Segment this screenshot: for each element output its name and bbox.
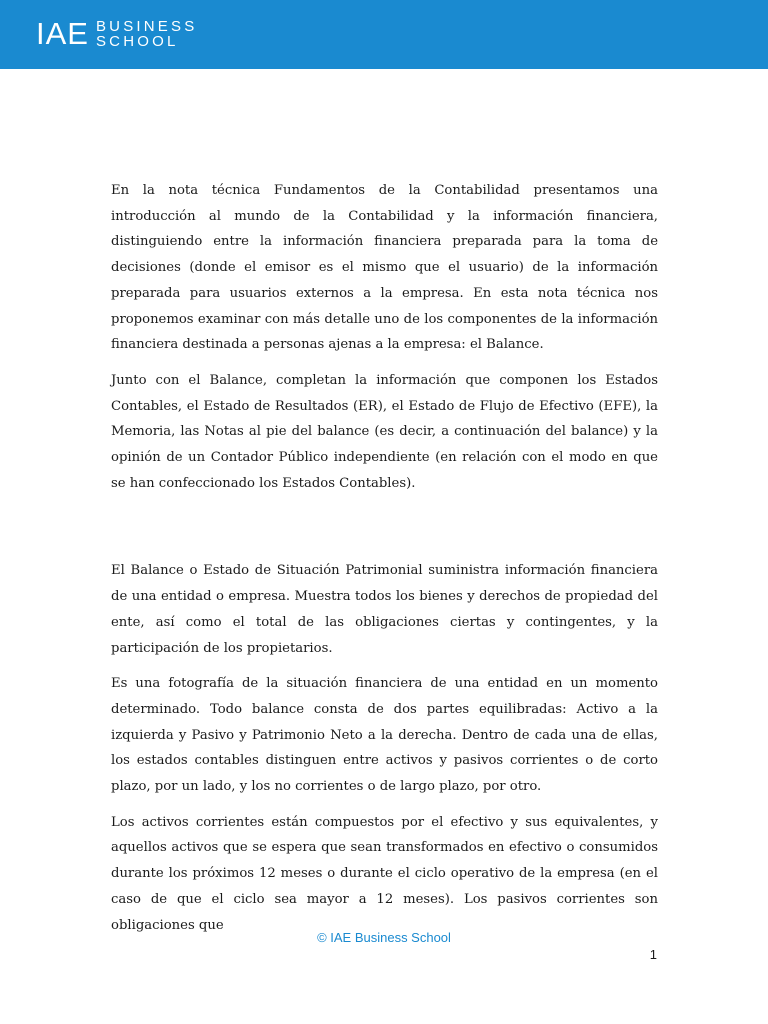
paragraph: Los activos corrientes están compuestos por el efectivo y sus equivalentes, y aquellos activos que se espera que sean transformados en efectivo o consumidos durante los próximos 12 meses o durante el ciclo operativo de la empresa (en el caso de que el ciclo sea mayor a 12 meses). Los pasivos corrientes son obligaciones que — [111, 814, 658, 933]
paragraph: El Balance o Estado de Situación Patrimonial suministra información financiera de una entidad o empresa. Muestra todos los bienes y derechos de propiedad del ente, así como el total de las obligaciones ciertas y contingentes, y la participación de los propietarios. — [111, 563, 658, 656]
logo-line-school: SCHOOL — [95, 33, 179, 50]
logo-line-business: BUSINESS — [95, 18, 198, 35]
paragraph: Junto con el Balance, completan la información que componen los Estados Contables, el Estado de Resultados (ER), el Estado de Flujo de Efectivo (EFE), la Memoria, las Notas al pie del balance (es decir, a continuación del balance) y la opinión de un Contador Público independiente (en relación con el modo en que se han confeccionado los Estados Contables). — [111, 372, 658, 491]
header-bar — [0, 0, 768, 69]
page-number: 1 — [649, 947, 657, 962]
logo-subtitle — [96, 19, 197, 49]
document-body — [111, 178, 658, 938]
paragraph: Es una fotografía de la situación financiera de una entidad en un momento determinado. Todo balance consta de dos partes equilibradas: Activo a la izquierda y Pasivo y Patrimonio Neto a la derecha. Dentro de cada una de ellas, los estados contables distinguen entre activos y pasivos corrientes o de corto plazo, por un lado, y los no corrientes o de largo plazo, por otro. — [111, 676, 658, 795]
footer-copyright: © IAE Business School — [317, 930, 451, 945]
iae-logo — [36, 16, 197, 52]
logo-mark: IAE — [36, 16, 89, 51]
paragraph: En la nota técnica Fundamentos de la Contabilidad presentamos una introducción al mundo de la Contabilidad y la información financiera, distinguiendo entre la información financiera preparada para la toma de decisiones (donde el emisor es el mismo que el usuario) de la información preparada para usuarios externos a la empresa. En esta nota técnica nos proponemos examinar con más detalle uno de los componentes de la información financiera destinada a personas ajenas a la empresa: el Balance. — [111, 183, 658, 353]
